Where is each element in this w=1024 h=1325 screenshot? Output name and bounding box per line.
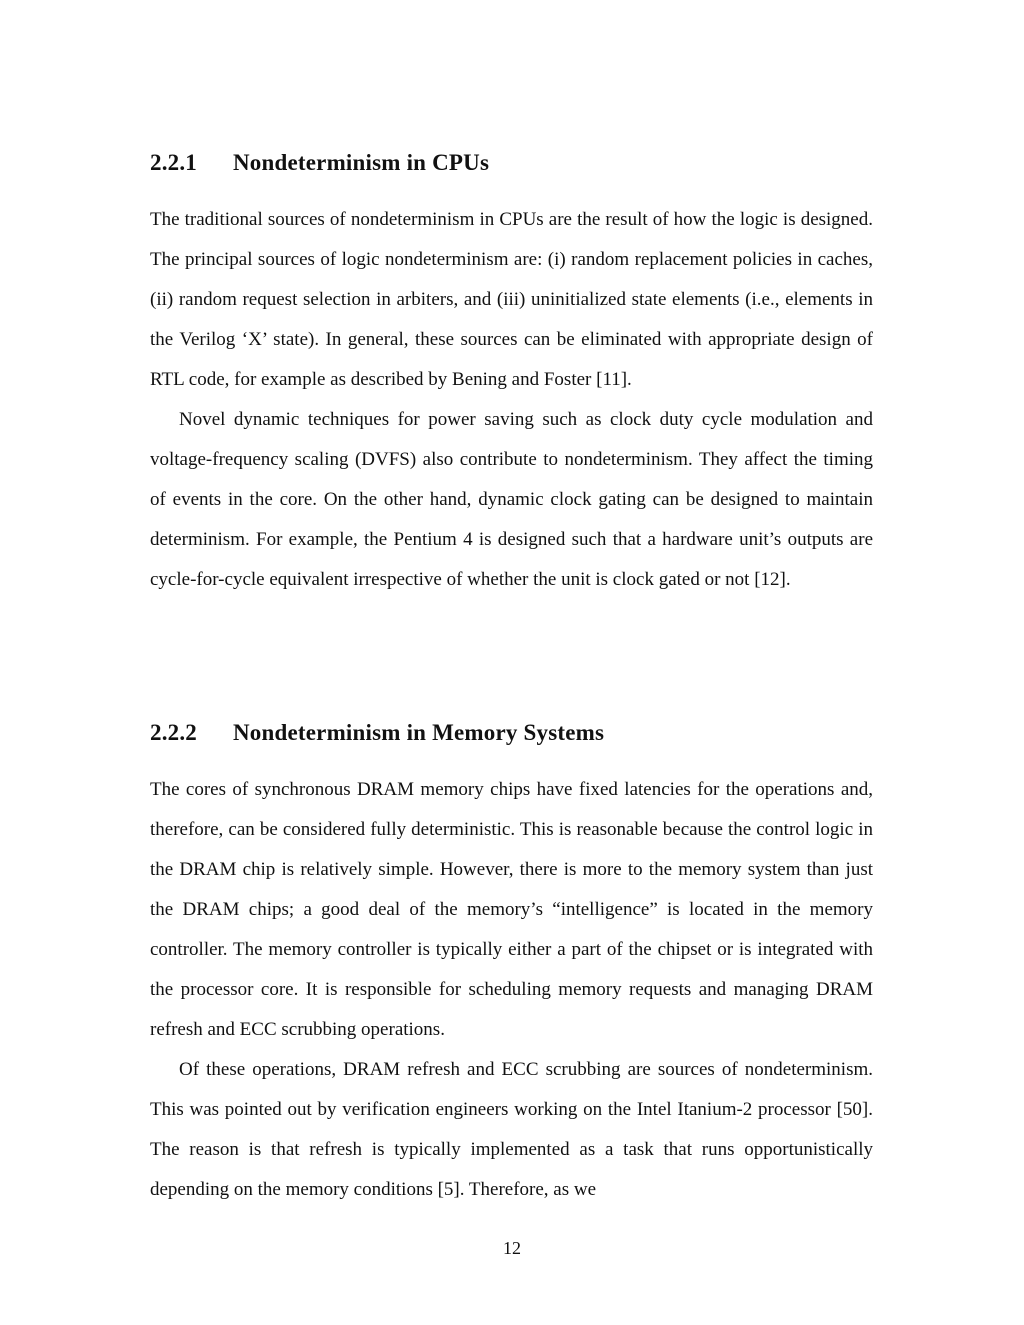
section-heading-2-2-1 [150,149,873,177]
paragraph: Novel dynamic techniques for power saving such as clock duty cycle modulation and voltage-frequency scaling (DVFS) also contribute to nondeterminism. They affect the timing of events in the core. On the other hand, dynamic clock gating can be designed to maintain determinism. For example, the Pentium 4 is designed such that a hardware unit’s outputs are cycle-for-cycle equivalent irrespective of whether the unit is clock gated or not [12]. [150,409,873,590]
section-title: Nondeterminism in Memory Systems [233,720,605,745]
section-body-2-2-1 [150,200,873,600]
paragraph: Of these operations, DRAM refresh and ECC scrubbing are sources of nondeterminism. This was pointed out by verification engineers working on the Intel Itanium-2 processor [50]. The reason is that refresh is typically implemented as a task that runs opportunistically depending on the memory conditions [5]. Therefore, as we [150,1059,873,1200]
paragraph: The cores of synchronous DRAM memory chips have fixed latencies for the operations and, therefore, can be considered fully deterministic. This is reasonable because the control logic in the DRAM chip is relatively simple. However, there is more to the memory system than just the DRAM chips; a good deal of the memory’s “intelligence” is located in the memory controller. The memory controller is typically either a part of the chipset or is integrated with the processor core. It is responsible for scheduling memory requests and managing DRAM refresh and ECC scrubbing operations. [150,779,873,1040]
section-number: 2.2.2 [150,720,197,745]
section-number: 2.2.1 [150,150,197,175]
paragraph: The traditional sources of nondeterminism in CPUs are the result of how the logic is designed. The principal sources of logic nondeterminism are: (i) random replacement policies in caches, (ii) random request selection in arbiters, and (iii) uninitialized state elements (i.e., elements in the Verilog ‘X’ state). In general, these sources can be eliminated with appropriate design of RTL code, for example as described by Bening and Foster [11]. [150,209,873,390]
section-heading-2-2-2 [150,719,873,747]
page-number: 12 [503,1238,521,1258]
section-body-2-2-2 [150,770,873,1210]
section-title: Nondeterminism in CPUs [233,150,490,175]
